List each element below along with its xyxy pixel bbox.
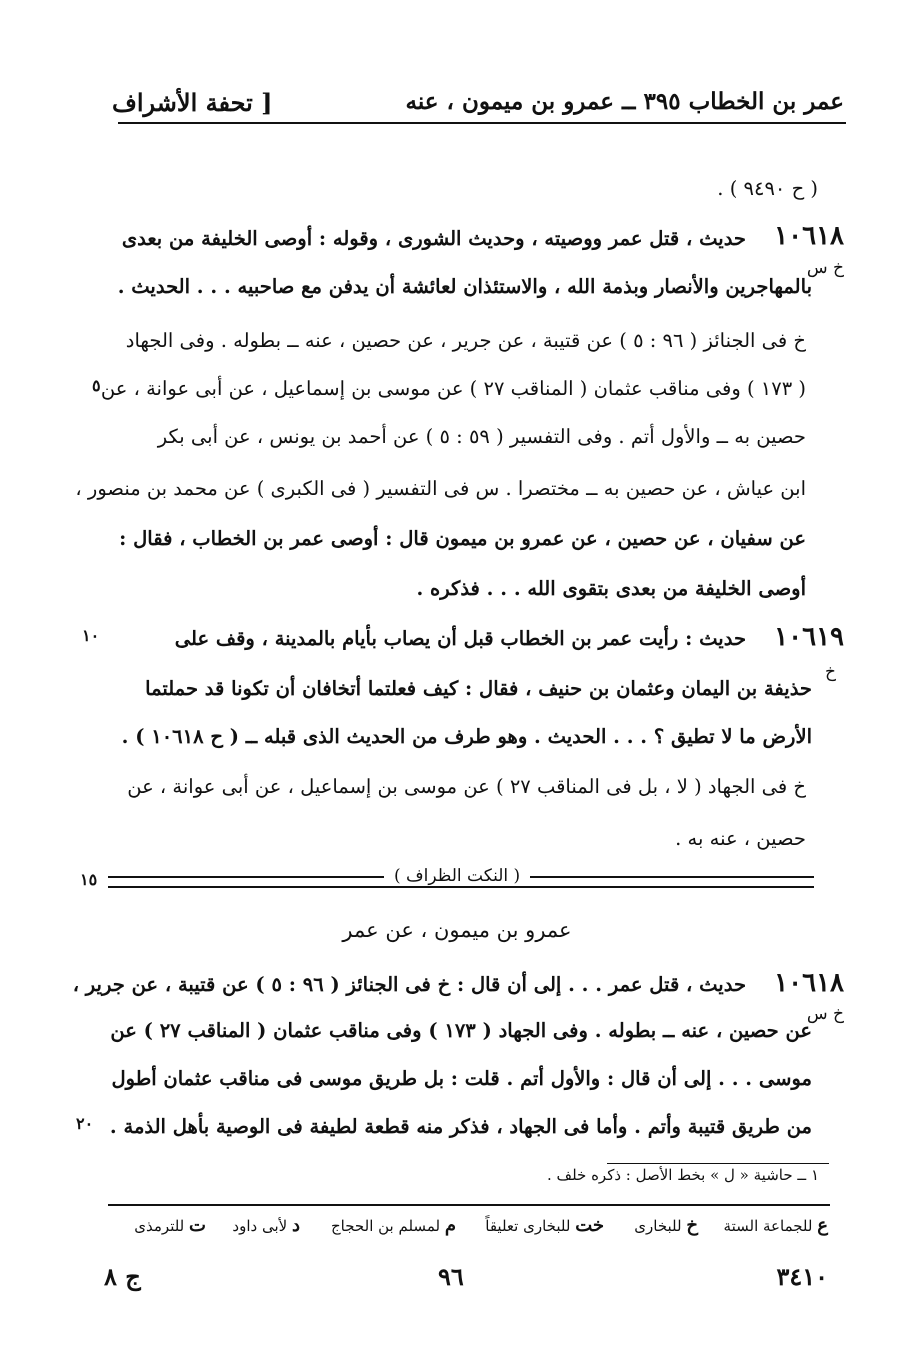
margin-line-number: ٥ (92, 376, 101, 395)
footer-key-item (724, 1215, 828, 1236)
margin-line-number: ١٠ (82, 626, 100, 645)
entry-line: ( ١٧٣ ) وفى مناقب عثمان ( المناقب ٢٧ ) عن موسى بن إسماعيل ، عن أبى عوانة ، عن (100, 377, 806, 400)
entry-line: من طريق قتيبة وأتم . وأما فى الجهاد ، فذكر منه قطعة لطيفة فى الوصية بأهل الذمة . (109, 1115, 812, 1138)
footer-key: خت (575, 1215, 604, 1236)
entry-line: حذيفة بن اليمان وعثمان بن حنيف ، فقال : كيف فعلتما أتخافان أن تكونا قد حملتما (145, 677, 812, 700)
footer-key: ت (189, 1215, 206, 1236)
footer-key: م (444, 1215, 456, 1236)
entry-sigla: خ س (806, 1004, 844, 1024)
footer-key-item (634, 1215, 698, 1236)
entry-line: حديث ، قتل عمر ووصيته ، وحديث الشورى ، وقوله : أوصى الخليفة من بعدى (121, 227, 746, 250)
footer-key: ع (817, 1215, 828, 1236)
entry-line: عن سفيان ، عن حصين ، عن عمرو بن ميمون قال : أوصى عمر بن الخطاب ، فقال : (119, 527, 806, 550)
margin-line-number: ١٥ (80, 870, 98, 889)
entry-sigla: خ (825, 662, 836, 682)
entry-line: حصين به ــ والأول أتم . وفى التفسير ( ٥٩ : ٥ ) عن أحمد بن يونس ، عن أبى بكر (157, 425, 806, 448)
footer-key-item (331, 1215, 456, 1236)
entry-line: ابن عياش ، عن حصين به ــ مختصرا . س فى التفسير ( فى الكبرى ) عن محمد بن منصور ، (75, 477, 806, 500)
page-number: ٩٦ (438, 1262, 464, 1291)
sequence-number: ٣٤١٠ (776, 1262, 828, 1291)
entry-line: بالمهاجرين والأنصار وبذمة الله ، والاستئذان لعائشة أن يدفن مع صاحبيه . . . الحديث . (117, 275, 812, 298)
entry-line: خ فى الجهاد ( لا ، بل فى المناقب ٢٧ ) عن موسى بن إسماعيل ، عن أبى عوانة ، عن (127, 775, 806, 798)
entry-line: حديث : رأيت عمر بن الخطاب قبل أن يصاب بأيام بالمدينة ، وقف على (174, 627, 746, 650)
footnote-rule (607, 1163, 829, 1164)
section-subheading: عمرو بن ميمون ، عن عمر (342, 918, 572, 942)
entry-number: ١٠٦١٨ (774, 968, 844, 998)
entry-line: خ فى الجنائز ( ٩٦ : ٥ ) عن قتيبة ، عن جرير ، عن حصين ، عنه ــ بطوله . وفى الجهاد (125, 329, 806, 352)
entry-line: أوصى الخليفة من بعدى بتقوى الله . . . فذكره . (416, 577, 806, 600)
entry-number: ١٠٦١٩ (774, 622, 844, 652)
footer-key-item (485, 1215, 604, 1236)
entry-sigla: خ س (806, 258, 844, 278)
footnote: ١ ــ حاشية « ل » بخط الأصل : ذكره خلف . (547, 1166, 819, 1184)
running-header-book: [ تحفة الأشراف (112, 88, 273, 117)
entry-line: عن حصين ، عنه ــ بطوله . وفى الجهاد ( ١٧٣ ) وفى مناقب عثمان ( المناقب ٢٧ ) عن (110, 1019, 812, 1042)
entry-number: ١٠٦١٨ (774, 221, 844, 251)
footer-key-text: للجماعة الستة (723, 1217, 813, 1235)
entry-line: حصين ، عنه به . (675, 827, 806, 850)
entry-line: موسى . . . إلى أن قال : والأول أتم . قلت : بل طريق موسى فى مناقب عثمان أطول (111, 1067, 812, 1090)
margin-line-number: ٢٠ (76, 1114, 94, 1133)
footer-key-text: لأبى داود (232, 1217, 288, 1235)
footer-key-item (134, 1215, 206, 1236)
divider-ornament-label: ( النكت الظراف ) (384, 866, 530, 886)
footer-key-text: لمسلم بن الحجاج (331, 1217, 441, 1235)
footer-key-text: للبخارى تعليقاً (485, 1217, 571, 1235)
running-header-title: عمر بن الخطاب ٣٩٥ ــ عمرو بن ميمون ، عنه (405, 88, 844, 115)
footer-key-item (232, 1215, 300, 1236)
footer-key: د (291, 1215, 300, 1236)
entry-line: الأرض ما لا تطيق ؟ . . . الحديث . وهو طرف من الحديث الذى قبله ــ ( ح ١٠٦١٨ ) . (121, 725, 812, 748)
entry-line: حديث ، قتل عمر . . . إلى أن قال : خ فى الجنائز ( ٩٦ : ٥ ) عن قتيبة ، عن جرير ، (72, 973, 746, 996)
footer-rule (108, 1204, 830, 1206)
footer-key-text: للبخارى (634, 1217, 682, 1235)
footer-key-text: للترمذى (134, 1217, 185, 1235)
volume-number: ج ٨ (104, 1262, 141, 1291)
cross-reference: ( ح ٩٤٩٠ ) . (717, 177, 818, 200)
footer-key: خ (686, 1215, 698, 1236)
header-rule (118, 122, 846, 124)
